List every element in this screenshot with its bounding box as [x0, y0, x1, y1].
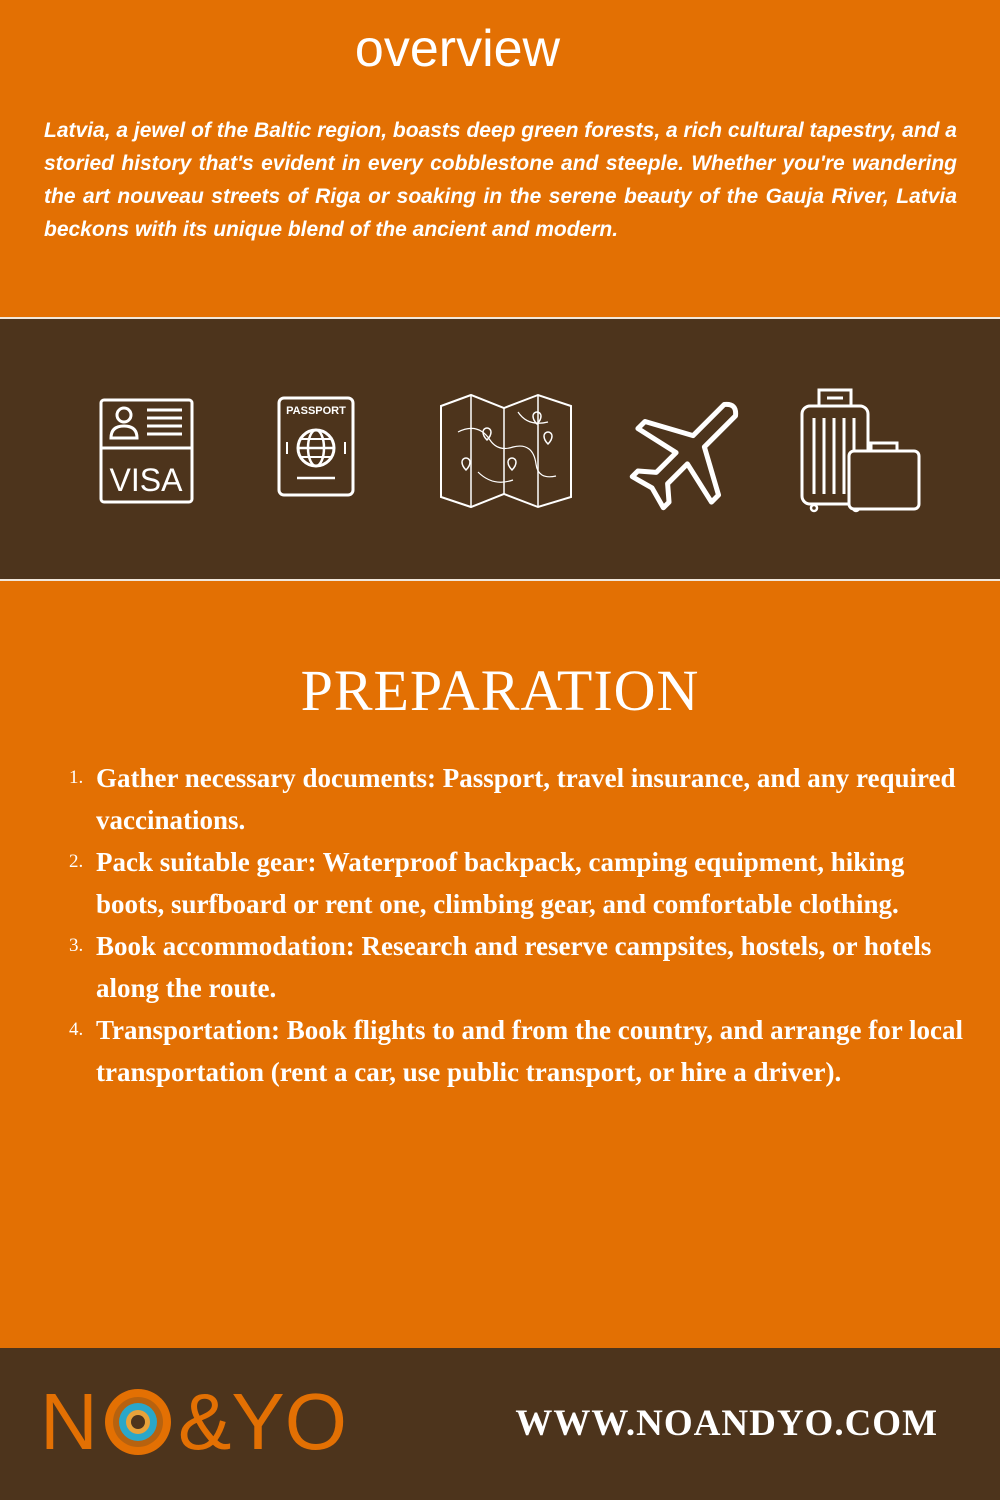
airplane-icon — [628, 397, 744, 511]
list-item-text: Transportation: Book flights to and from the country, and arrange for local transportation (rent a car, use public transport, or hire a driver). — [96, 1015, 964, 1087]
overview-title: overview — [354, 20, 561, 78]
preparation-list — [69, 757, 966, 1093]
list-item-number: 2. — [69, 851, 84, 872]
luggage-icon — [799, 386, 922, 513]
brand-letters-yo: &YO — [178, 1377, 347, 1466]
passport-icon — [277, 396, 355, 497]
overview-section — [0, 0, 1000, 317]
list-item-text: Pack suitable gear: Waterproof backpack, camping equipment, hiking boots, surfboard or rent one, climbing gear, and comfortable clothing. — [96, 847, 905, 919]
overview-text: Latvia, a jewel of the Baltic region, boasts deep green forests, a rich cultural tapestry, and a storied history that's evident in every cobblestone and steeple. Whether you're wandering the art nouveau streets of Riga or soaking in the serene beauty of the Gauja River, Latvia beckons with its unique blend of the ancient and modern. — [44, 119, 957, 241]
list-item — [69, 1009, 966, 1093]
visa-label: VISA — [109, 462, 183, 498]
list-item-number: 3. — [69, 935, 84, 956]
icons-band — [0, 319, 1000, 579]
preparation-title: PREPARATION — [300, 658, 700, 723]
footer — [0, 1348, 1000, 1500]
list-item — [69, 841, 966, 925]
list-item-text: Gather necessary documents: Passport, travel insurance, and any required vaccinations. — [96, 763, 956, 835]
list-item-number: 1. — [69, 767, 84, 788]
passport-label: PASSPORT — [286, 405, 346, 417]
list-item-text: Book accommodation: Research and reserve campsites, hostels, or hotels along the route. — [96, 931, 932, 1003]
brand-logo — [40, 1377, 370, 1466]
website-link[interactable]: WWW.NOANDYO.COM — [515, 1403, 938, 1444]
brand-o-icon — [102, 1386, 174, 1458]
preparation-section — [0, 581, 1000, 1348]
list-item — [69, 925, 966, 1009]
visa-icon — [99, 398, 194, 504]
list-item-number: 4. — [69, 1019, 84, 1040]
map-icon — [438, 392, 574, 510]
brand-letter-n: N — [40, 1377, 98, 1466]
list-item — [69, 757, 966, 841]
